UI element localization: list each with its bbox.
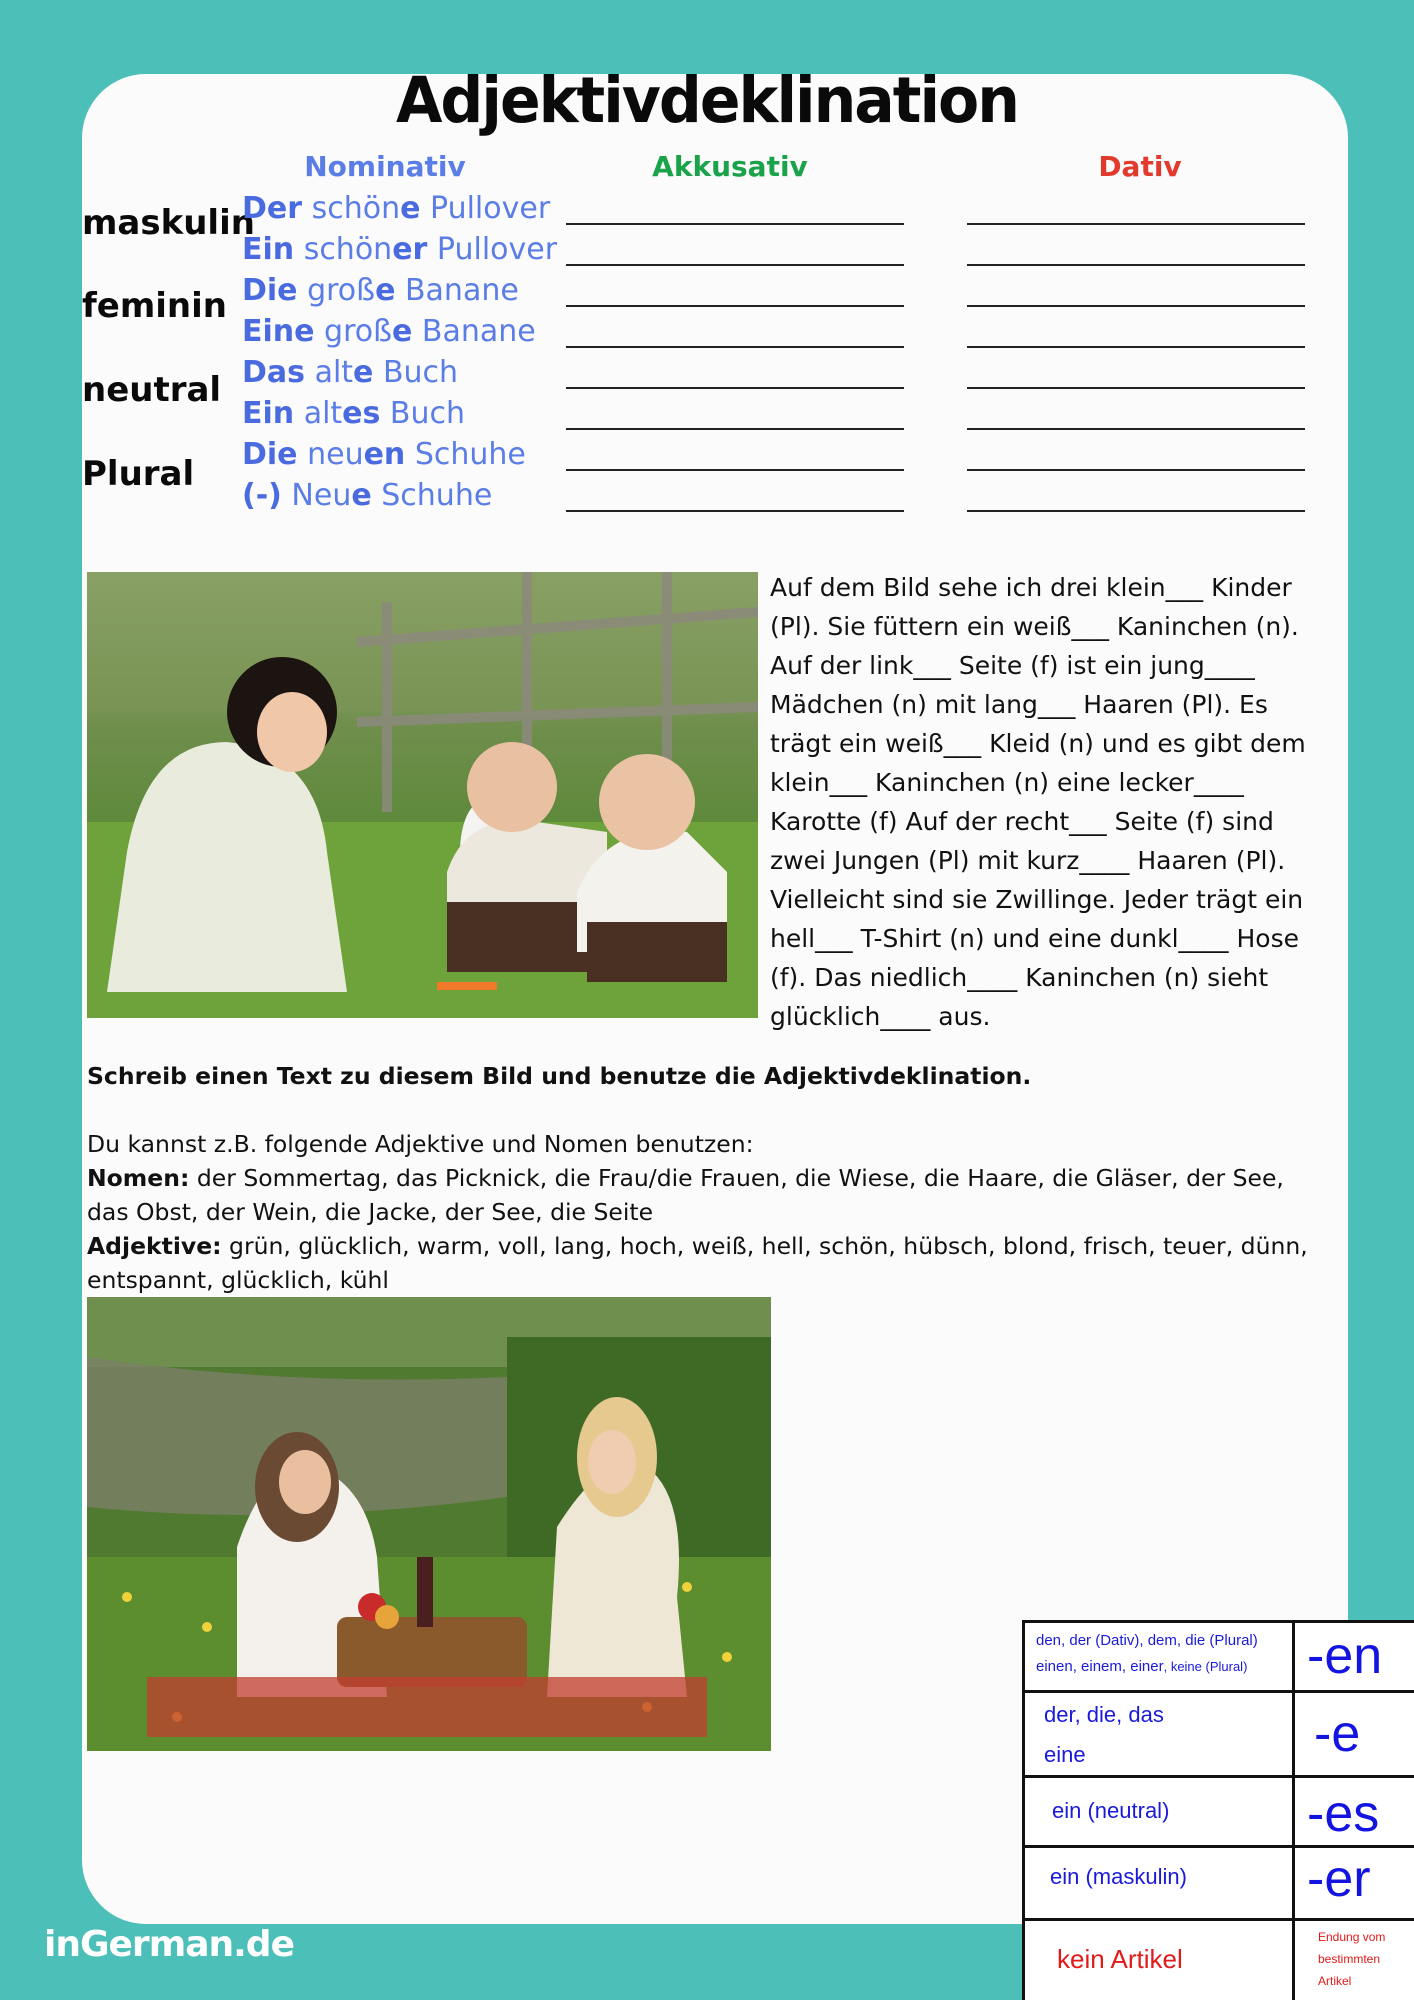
noun: Pullover bbox=[430, 191, 551, 226]
table-border-left bbox=[1022, 1620, 1025, 2000]
page-title: Adjektivdeklination bbox=[396, 64, 1018, 138]
paragraph-line: trägt ein weiß___ Kleid (n) und es gibt dem bbox=[770, 729, 1306, 758]
article: Das bbox=[242, 355, 306, 390]
adjective-stem: schön bbox=[303, 232, 393, 267]
noun: Banane bbox=[421, 314, 536, 349]
endings-row5-note: Endung vom bestimmten Artikel bbox=[1318, 1930, 1386, 1988]
adjective-ending: er bbox=[392, 232, 428, 267]
article: Die bbox=[242, 273, 298, 308]
table-row-border bbox=[1022, 1775, 1414, 1778]
adjectives-label: Adjektive: bbox=[87, 1232, 222, 1260]
article: Ein bbox=[242, 232, 295, 267]
column-header-akkusativ: Akkusativ bbox=[652, 150, 808, 183]
adjective-ending: e bbox=[353, 355, 374, 390]
column-header-dativ: Dativ bbox=[1098, 150, 1182, 183]
endings-table bbox=[1022, 1620, 1414, 2000]
paragraph-line: Mädchen (n) mit lang___ Haaren (Pl). Es bbox=[770, 690, 1268, 719]
noun: Schuhe bbox=[414, 437, 526, 472]
nominativ-example-row bbox=[242, 273, 519, 308]
dativ-answer-blank[interactable] bbox=[967, 346, 1305, 348]
nouns-text: der Sommertag, das Picknick, die Frau/die Frauen, die Wiese, die Haare, die Gläser, der See, das Obst, der Wein, die Jacke, der See, die Seite bbox=[87, 1164, 1284, 1226]
photo-picnic-women bbox=[87, 1297, 771, 1751]
table-row-border bbox=[1022, 1918, 1414, 1921]
table-row-border bbox=[1022, 1690, 1414, 1693]
akkusativ-answer-blank[interactable] bbox=[566, 305, 904, 307]
suffix-e: -e bbox=[1314, 1705, 1361, 1763]
dativ-answer-blank[interactable] bbox=[967, 387, 1305, 389]
endings-row4-label: ein (maskulin) bbox=[1050, 1864, 1187, 1889]
akkusativ-answer-blank[interactable] bbox=[566, 510, 904, 512]
table-row-border bbox=[1022, 1845, 1414, 1848]
gender-label-plural: Plural bbox=[82, 454, 195, 494]
nominativ-example-row bbox=[242, 396, 465, 431]
adjective-ending: e bbox=[400, 191, 421, 226]
adjective-stem: alt bbox=[314, 355, 354, 390]
dativ-answer-blank[interactable] bbox=[967, 469, 1305, 471]
akkusativ-answer-blank[interactable] bbox=[566, 264, 904, 266]
dativ-answer-blank[interactable] bbox=[967, 264, 1305, 266]
noun: Buch bbox=[389, 396, 466, 431]
photo-children-feeding-rabbit bbox=[87, 572, 758, 1018]
gender-label-maskulin: maskulin bbox=[82, 203, 255, 243]
adjective-stem: schön bbox=[311, 191, 401, 226]
adjective-stem: alt bbox=[303, 396, 343, 431]
adjective-ending: en bbox=[363, 437, 406, 472]
dativ-answer-blank[interactable] bbox=[967, 510, 1305, 512]
dativ-answer-blank[interactable] bbox=[967, 305, 1305, 307]
akkusativ-answer-blank[interactable] bbox=[566, 428, 904, 430]
table-row-border bbox=[1022, 1620, 1414, 1623]
paragraph-line: klein___ Kaninchen (n) eine lecker____ bbox=[770, 768, 1244, 797]
adjective-stem: groß bbox=[307, 273, 376, 308]
hint-intro: Du kannst z.B. folgende Adjektive und Nomen benutzen: bbox=[87, 1130, 754, 1158]
endings-row1-line1: den, der (Dativ), dem, die (Plural) bbox=[1036, 1632, 1258, 1649]
paragraph-line: hell___ T-Shirt (n) und eine dunkl____ Hose bbox=[770, 924, 1299, 953]
suffix-er: -er bbox=[1307, 1850, 1371, 1908]
suffix-en: -en bbox=[1307, 1627, 1383, 1685]
paragraph-line: (Pl). Sie füttern ein weiß___ Kaninchen (n). bbox=[770, 612, 1299, 641]
dativ-answer-blank[interactable] bbox=[967, 428, 1305, 430]
akkusativ-answer-blank[interactable] bbox=[566, 346, 904, 348]
nouns-label: Nomen: bbox=[87, 1164, 190, 1192]
noun: Buch bbox=[382, 355, 459, 390]
adjective-ending: es bbox=[342, 396, 381, 431]
adjectives-text: grün, glücklich, warm, voll, lang, hoch, weiß, hell, schön, hübsch, blond, frisch, teuer, dünn, entspannt, glücklich, kühl bbox=[87, 1232, 1308, 1294]
nominativ-example-row bbox=[242, 232, 557, 267]
paragraph-line: Karotte (f) Auf der recht___ Seite (f) sind bbox=[770, 807, 1274, 836]
article: Ein bbox=[242, 396, 295, 431]
nouns-list bbox=[87, 1161, 1327, 1229]
article: (-) bbox=[242, 478, 282, 513]
adjective-ending: e bbox=[351, 478, 372, 513]
adjectives-list bbox=[87, 1229, 1327, 1297]
gender-label-feminin: feminin bbox=[82, 286, 227, 326]
adjective-ending: e bbox=[392, 314, 413, 349]
paragraph-line: Vielleicht sind sie Zwillinge. Jeder trägt ein bbox=[770, 885, 1304, 914]
nominativ-example-row bbox=[242, 355, 458, 390]
endings-row2-line1: der, die, das bbox=[1044, 1702, 1164, 1727]
nominativ-example-row bbox=[242, 191, 550, 226]
noun: Pullover bbox=[436, 232, 558, 267]
fill-in-paragraph bbox=[770, 568, 1315, 1036]
adjective-stem: groß bbox=[324, 314, 392, 349]
article: Der bbox=[242, 191, 303, 226]
nominativ-example-row bbox=[242, 478, 492, 513]
akkusativ-answer-blank[interactable] bbox=[566, 223, 904, 225]
akkusativ-answer-blank[interactable] bbox=[566, 469, 904, 471]
article: Die bbox=[242, 437, 298, 472]
gender-label-neutral: neutral bbox=[82, 370, 222, 410]
endings-row1-line2: einen, einem, einer, keine (Plural) bbox=[1036, 1658, 1248, 1675]
article: Eine bbox=[242, 314, 315, 349]
akkusativ-answer-blank[interactable] bbox=[566, 387, 904, 389]
adjective-stem: Neu bbox=[291, 478, 352, 513]
brand-logo-text: inGerman.de bbox=[44, 1924, 294, 1965]
paragraph-line: Auf dem Bild sehe ich drei klein___ Kinder bbox=[770, 573, 1292, 602]
paragraph-line: (f). Das niedlich____ Kaninchen (n) sieht bbox=[770, 963, 1269, 992]
dativ-answer-blank[interactable] bbox=[967, 223, 1305, 225]
paragraph-line: glücklich____ aus. bbox=[770, 1002, 991, 1031]
endings-row2-line2: eine bbox=[1044, 1742, 1086, 1767]
paragraph-line: zwei Jungen (Pl) mit kurz____ Haaren (Pl). bbox=[770, 846, 1286, 875]
adjective-stem: neu bbox=[307, 437, 364, 472]
noun: Schuhe bbox=[381, 478, 493, 513]
suffix-es: -es bbox=[1307, 1785, 1380, 1843]
adjective-ending: e bbox=[375, 273, 396, 308]
nominativ-example-row bbox=[242, 314, 536, 349]
task-instruction: Schreib einen Text zu diesem Bild und benutze die Adjektivdeklination. bbox=[87, 1062, 1032, 1090]
endings-row5-label: kein Artikel bbox=[1057, 1944, 1183, 1974]
endings-row3-label: ein (neutral) bbox=[1052, 1798, 1170, 1823]
nominativ-example-row bbox=[242, 437, 526, 472]
table-divider bbox=[1292, 1620, 1295, 2000]
paragraph-line: Auf der link___ Seite (f) ist ein jung____ bbox=[770, 651, 1255, 680]
noun: Banane bbox=[404, 273, 519, 308]
column-header-nominativ: Nominativ bbox=[304, 150, 466, 183]
